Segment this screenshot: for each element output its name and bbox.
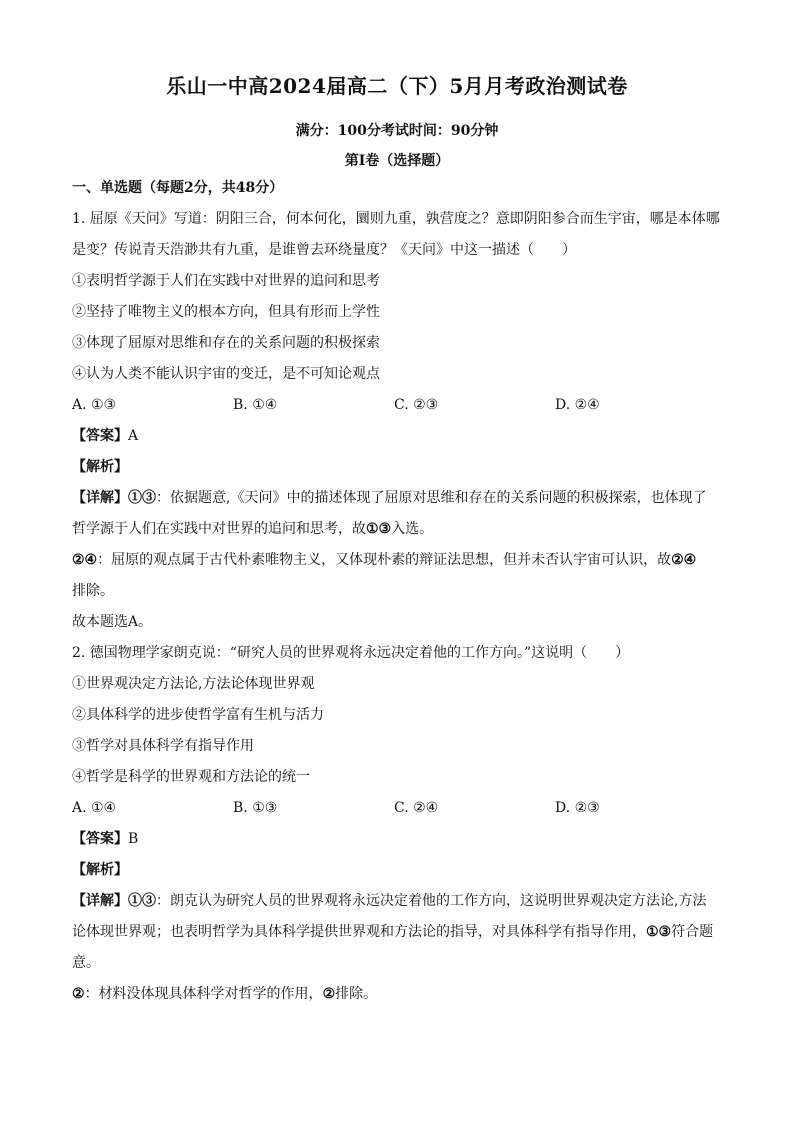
detail-text: ：材料没体现具体科学对哲学的作用， [84, 986, 323, 1002]
detail-label: 【详解】 [72, 893, 128, 909]
q1-item-3: ③体现了屈原对思维和存在的关系问题的积极探索 [72, 335, 380, 351]
answer-value: B [128, 831, 139, 847]
q2-item-2: ②具体科学的进步使哲学富有生机与活力 [72, 707, 324, 723]
detail-text: 哲学源于人们在实践中对世界的追问和思考，故 [72, 521, 366, 537]
q1-stem-line-2: 是变？传说青天浩渺共有九重，是谁曾去环绕量度？《天问》中这一描述（ ） [72, 242, 576, 258]
q1-option-d: D. ②④ [555, 397, 600, 413]
q2-item-1: ①世界观决定方法论,方法论体现世界观 [72, 676, 315, 692]
q1-detail-line-3 [72, 548, 726, 579]
q1-options [72, 393, 726, 424]
detail-nums: ①③ [128, 893, 156, 909]
content [72, 176, 726, 1013]
page-title: 乐山一中高2024届高二（下）5月月考政治测试卷 [166, 74, 628, 98]
q2-stem: 2. 德国物理学家朗克说：“研究人员的世界观将永远决定着他的工作方向。”这说明（ ） [72, 645, 630, 661]
q1-stem-line-1: 1. 屈原《天问》写道：阴阳三合，何本何化，圜则九重，孰营度之？意即阴阳参合而生宇宙，哪是本体哪 [72, 211, 720, 227]
detail-nums: ①③ [128, 490, 156, 506]
answer-label: 【答案】 [72, 831, 128, 847]
detail-text: 论体现世界观；也表明哲学为具体科学提供世界观和方法论的指导，对具体科学有指导作用， [72, 924, 646, 940]
q1-item-1: ①表明哲学源于人们在实践中对世界的追问和思考 [72, 273, 380, 289]
q2-detail-line-2 [72, 920, 726, 951]
q1-item-4: ④认为人类不能认识宇宙的变迁，是不可知论观点 [72, 366, 380, 382]
detail-text: ：朗克认为研究人员的世界观将永远决定着他的工作方向，这说明世界观决定方法论,方法 [156, 893, 707, 909]
detail-nums: ② [72, 986, 85, 1002]
q1-option-b: B. ①④ [233, 397, 278, 413]
part-heading: 第Ⅰ卷（选择题） [344, 153, 450, 169]
q2-option-b: B. ①③ [233, 800, 278, 816]
detail-text: 排除。 [335, 986, 378, 1002]
detail-text: 入选。 [391, 521, 434, 537]
q2-item-4: ④哲学是科学的世界观和方法论的统一 [72, 769, 310, 785]
q1-answer [72, 424, 726, 455]
detail-label: 【详解】 [72, 490, 128, 506]
detail-text: ：依据题意,《天问》中的描述体现了屈原对思维和存在的关系问题的积极探索，也体现了 [156, 490, 707, 506]
answer-label: 【答案】 [72, 428, 128, 444]
q2-option-c: C. ②④ [394, 800, 439, 816]
section-heading: 一、单选题（每题2分，共48分） [72, 180, 284, 196]
q1-option-c: C. ②③ [394, 397, 439, 413]
q1-conclusion: 故本题选A。 [72, 614, 153, 630]
q1-analysis-label: 【解析】 [72, 459, 128, 475]
detail-nums: ②④ [671, 552, 697, 568]
q2-analysis-label: 【解析】 [72, 862, 128, 878]
exam-info: 满分：100分考试时间：90分钟 [295, 123, 499, 139]
q2-detail-line-4 [72, 982, 726, 1013]
q1-detail-line-2 [72, 517, 726, 548]
q2-item-3: ③哲学对具体科学有指导作用 [72, 738, 254, 754]
q2-option-d: D. ②③ [555, 800, 600, 816]
q2-answer [72, 827, 726, 858]
q2-option-a: A. ①④ [72, 800, 117, 816]
q1-detail-line-1 [72, 486, 726, 517]
answer-value: A [128, 428, 139, 444]
q1-item-2: ②坚持了唯物主义的根本方向，但具有形而上学性 [72, 304, 380, 320]
q2-detail-line-3: 意。 [72, 955, 100, 971]
q2-detail-line-1 [72, 889, 726, 920]
detail-nums: ② [322, 986, 336, 1002]
detail-nums: ①③ [646, 924, 672, 940]
detail-nums: ①③ [366, 521, 392, 537]
q1-detail-line-4: 排除。 [72, 583, 114, 599]
q2-options [72, 796, 726, 827]
detail-text: 符合题 [671, 924, 714, 940]
detail-nums: ②④ [72, 552, 98, 568]
detail-text: ：屈原的观点属于古代朴素唯物主义，又体现朴素的辩证法思想，但并未否认宇宙可认识，故 [97, 552, 672, 568]
q1-option-a: A. ①③ [72, 397, 117, 413]
